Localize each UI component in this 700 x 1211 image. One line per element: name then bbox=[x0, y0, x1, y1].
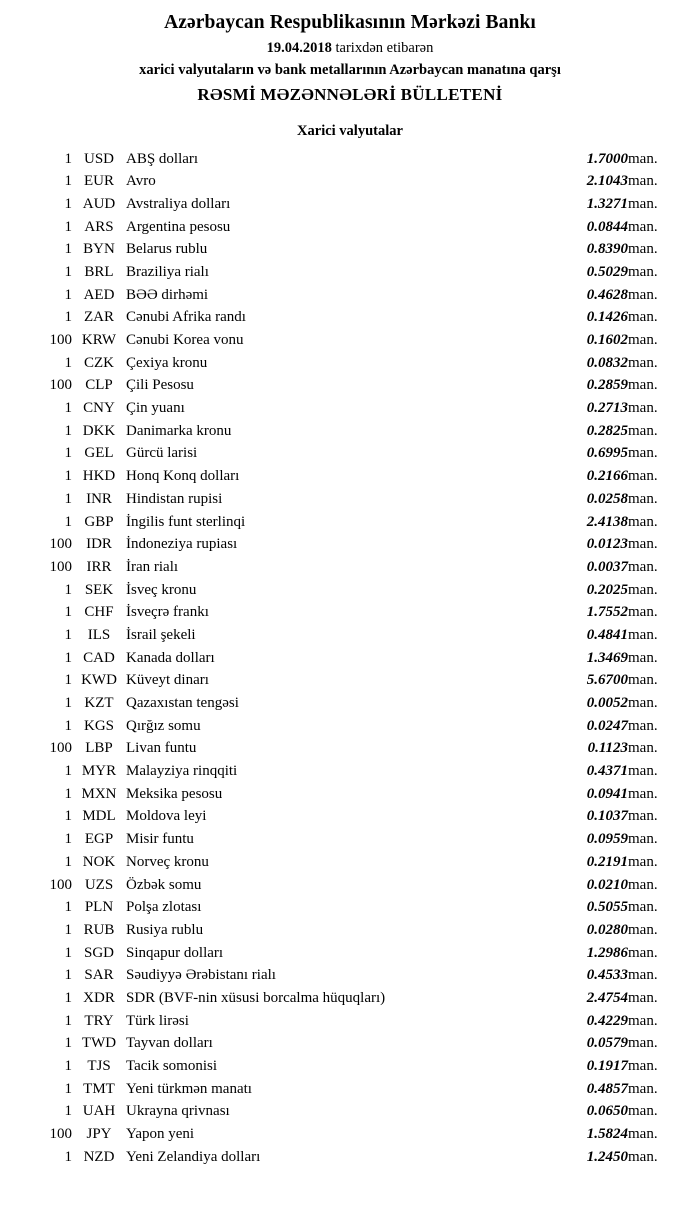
currency-rate: 0.4533 bbox=[586, 967, 628, 984]
currency-name: Braziliya rialı bbox=[126, 263, 209, 280]
currency-code: HKD bbox=[82, 468, 116, 485]
currency-code: UZS bbox=[84, 876, 114, 893]
table-row bbox=[20, 624, 680, 647]
currency-unit: man. bbox=[628, 354, 658, 371]
currency-quantity: 1 bbox=[64, 468, 72, 485]
table-row bbox=[20, 647, 680, 670]
currency-name: Kanada dolları bbox=[126, 649, 215, 666]
table-row bbox=[20, 443, 680, 466]
table-row bbox=[20, 738, 680, 761]
table-row bbox=[20, 1010, 680, 1033]
table-row bbox=[20, 284, 680, 307]
currency-unit: man. bbox=[628, 377, 658, 394]
currency-code: BRL bbox=[84, 263, 114, 280]
currency-name: SDR (BVF-nin xüsusi borcalma hüquqları) bbox=[126, 989, 386, 1006]
currency-rates-body bbox=[20, 148, 680, 1169]
currency-rate: 0.4371 bbox=[586, 763, 628, 780]
table-row bbox=[20, 1101, 680, 1124]
currency-code: CLP bbox=[85, 377, 113, 394]
currency-rate: 0.0258 bbox=[586, 490, 628, 507]
table-row bbox=[20, 965, 680, 988]
currency-quantity: 1 bbox=[64, 354, 72, 371]
currency-rate: 0.0037 bbox=[586, 558, 628, 575]
currency-unit: man. bbox=[628, 1148, 658, 1165]
table-row bbox=[20, 851, 680, 874]
currency-name: Danimarka kronu bbox=[126, 422, 232, 439]
currency-unit: man. bbox=[628, 286, 658, 303]
currency-code: SAR bbox=[84, 967, 114, 984]
currency-unit: man. bbox=[628, 513, 658, 530]
currency-name: Yeni Zelandiya dolları bbox=[126, 1148, 261, 1165]
table-row bbox=[20, 987, 680, 1010]
currency-rate: 0.4841 bbox=[586, 626, 628, 643]
currency-unit: man. bbox=[628, 1058, 658, 1074]
currency-unit: man. bbox=[628, 672, 658, 689]
currency-rate: 0.2859 bbox=[586, 377, 628, 394]
currency-quantity: 1 bbox=[64, 695, 72, 711]
currency-rate: 5.6700 bbox=[586, 672, 628, 689]
currency-code: PLN bbox=[84, 899, 114, 916]
currency-code: GEL bbox=[84, 445, 114, 462]
currency-code: NZD bbox=[83, 1148, 115, 1165]
currency-unit: man. bbox=[628, 400, 658, 417]
table-row bbox=[20, 602, 680, 625]
currency-name: Moldova leyi bbox=[126, 808, 207, 825]
table-row bbox=[20, 534, 680, 557]
currency-name: Çexiya kronu bbox=[126, 354, 208, 371]
table-row bbox=[20, 1124, 680, 1147]
currency-unit: man. bbox=[628, 195, 658, 212]
currency-rate: 0.0844 bbox=[586, 218, 628, 235]
currency-rate: 1.7000 bbox=[586, 150, 628, 167]
currency-code: AUD bbox=[82, 195, 116, 212]
currency-code: TJS bbox=[87, 1058, 111, 1074]
table-row bbox=[20, 670, 680, 693]
currency-code: CAD bbox=[83, 649, 115, 666]
currency-name: İran rialı bbox=[126, 558, 179, 575]
currency-code: CNY bbox=[83, 400, 115, 417]
currency-quantity: 1 bbox=[64, 400, 72, 417]
currency-rate: 0.0941 bbox=[586, 785, 628, 802]
currency-rate: 0.4628 bbox=[586, 286, 628, 303]
currency-unit: man. bbox=[628, 740, 658, 757]
currency-code: DKK bbox=[82, 422, 116, 439]
currency-code: KWD bbox=[81, 672, 117, 689]
table-row bbox=[20, 715, 680, 738]
table-row bbox=[20, 1056, 680, 1079]
currency-quantity: 1 bbox=[64, 195, 72, 212]
currency-rate: 1.2450 bbox=[586, 1148, 628, 1165]
currency-code: JPY bbox=[86, 1126, 112, 1143]
currency-quantity: 1 bbox=[64, 831, 72, 848]
currency-unit: man. bbox=[628, 899, 658, 916]
currency-name: Qırğız somu bbox=[126, 717, 201, 734]
effective-date: 19.04.2018 bbox=[266, 40, 332, 56]
currency-code: INR bbox=[86, 490, 112, 507]
table-row bbox=[20, 556, 680, 579]
currency-rate: 0.8390 bbox=[586, 241, 628, 258]
currency-name: İsveç kronu bbox=[126, 581, 197, 598]
currency-unit: man. bbox=[628, 468, 658, 485]
currency-unit: man. bbox=[628, 967, 658, 984]
currency-code: CHF bbox=[84, 604, 114, 621]
currency-name: Cənubi Korea vonu bbox=[126, 332, 244, 348]
currency-quantity: 1 bbox=[64, 808, 72, 825]
document-header bbox=[0, 12, 700, 105]
currency-rate: 0.2191 bbox=[586, 853, 628, 870]
currency-name: Norveç kronu bbox=[126, 853, 209, 870]
currency-code: AED bbox=[83, 286, 115, 303]
bulletin-title: RƏSMİ MƏZƏNNƏLƏRİ BÜLLETENİ bbox=[197, 85, 503, 104]
currency-code: SEK bbox=[84, 581, 114, 598]
table-row bbox=[20, 783, 680, 806]
table-row bbox=[20, 466, 680, 489]
currency-unit: man. bbox=[628, 1103, 658, 1120]
currency-quantity: 1 bbox=[64, 150, 72, 167]
effective-date-suffix: tarixdən etibarən bbox=[331, 40, 434, 56]
currency-code: EGP bbox=[84, 831, 114, 848]
currency-unit: man. bbox=[628, 831, 658, 848]
currency-name: İndoneziya rupiası bbox=[126, 536, 238, 553]
currency-name: Misir funtu bbox=[126, 831, 194, 848]
currency-unit: man. bbox=[628, 173, 658, 190]
currency-name: Ukrayna qrivnası bbox=[126, 1103, 230, 1120]
currency-code: NOK bbox=[82, 853, 116, 870]
currency-unit: man. bbox=[628, 309, 658, 326]
currency-code: SGD bbox=[83, 944, 114, 961]
currency-name: Cənubi Afrika randı bbox=[126, 309, 246, 326]
table-row bbox=[20, 375, 680, 398]
currency-name: Avro bbox=[126, 173, 156, 190]
currency-unit: man. bbox=[628, 445, 658, 462]
currency-rate: 2.1043 bbox=[586, 173, 628, 190]
currency-quantity: 1 bbox=[64, 513, 72, 530]
table-row bbox=[20, 511, 680, 534]
table-row bbox=[20, 897, 680, 920]
currency-name: Qazaxıstan tengəsi bbox=[126, 695, 239, 711]
currency-quantity: 100 bbox=[49, 1126, 72, 1143]
currency-quantity: 1 bbox=[64, 241, 72, 258]
currency-quantity: 1 bbox=[64, 1035, 72, 1052]
currency-rate: 0.2025 bbox=[586, 581, 628, 598]
currency-code: TWD bbox=[81, 1035, 117, 1052]
table-row bbox=[20, 761, 680, 784]
currency-rate: 0.2713 bbox=[586, 400, 628, 417]
currency-unit: man. bbox=[628, 263, 658, 280]
table-row bbox=[20, 806, 680, 829]
currency-unit: man. bbox=[628, 1035, 658, 1052]
currency-quantity: 1 bbox=[64, 899, 72, 916]
currency-quantity: 100 bbox=[49, 332, 72, 348]
currency-rate: 0.0052 bbox=[586, 695, 628, 711]
currency-rate: 0.5055 bbox=[586, 899, 628, 916]
currency-name: BƏƏ dirhəmi bbox=[126, 286, 209, 303]
table-row bbox=[20, 307, 680, 330]
currency-unit: man. bbox=[628, 150, 658, 167]
currency-code: USD bbox=[83, 150, 114, 167]
currency-rate: 0.6995 bbox=[586, 445, 628, 462]
currency-unit: man. bbox=[628, 876, 658, 893]
currency-unit: man. bbox=[628, 944, 658, 961]
currency-code: TRY bbox=[84, 1012, 114, 1029]
currency-quantity: 100 bbox=[49, 740, 72, 757]
currency-name: Yapon yeni bbox=[126, 1126, 195, 1143]
currency-quantity: 1 bbox=[64, 944, 72, 961]
currency-name: İngilis funt sterlinqi bbox=[126, 513, 246, 530]
currency-quantity: 1 bbox=[64, 445, 72, 462]
currency-code: KZT bbox=[84, 695, 114, 711]
currency-name: Honq Konq dolları bbox=[126, 468, 240, 485]
currency-unit: man. bbox=[628, 695, 658, 711]
currency-rate: 0.0210 bbox=[586, 876, 628, 893]
currency-quantity: 1 bbox=[64, 309, 72, 326]
currency-quantity: 1 bbox=[64, 604, 72, 621]
currency-quantity: 1 bbox=[64, 581, 72, 598]
currency-rate: 0.1917 bbox=[586, 1058, 628, 1074]
currency-rate: 0.1037 bbox=[586, 808, 628, 825]
currency-unit: man. bbox=[628, 989, 658, 1006]
currency-unit: man. bbox=[628, 649, 658, 666]
currency-rate: 0.0280 bbox=[586, 921, 628, 938]
currency-name: Belarus rublu bbox=[126, 241, 208, 258]
currency-name: Özbək somu bbox=[126, 876, 202, 893]
currency-unit: man. bbox=[628, 558, 658, 575]
currency-rate: 0.4229 bbox=[586, 1012, 628, 1029]
currency-code: KGS bbox=[83, 717, 114, 734]
table-row bbox=[20, 488, 680, 511]
currency-code: UAH bbox=[82, 1103, 116, 1120]
currency-name: İsveçrə frankı bbox=[126, 604, 209, 621]
currency-unit: man. bbox=[628, 1080, 658, 1097]
currency-name: Yeni türkmən manatı bbox=[126, 1080, 252, 1097]
currency-code: MDL bbox=[82, 808, 116, 825]
currency-code: KRW bbox=[81, 332, 117, 348]
currency-name: Küveyt dinarı bbox=[126, 672, 209, 689]
table-row bbox=[20, 239, 680, 262]
currency-code: ILS bbox=[87, 626, 111, 643]
currency-name: Səudiyyə Ərəbistanı rialı bbox=[126, 967, 276, 984]
currency-rate: 0.2825 bbox=[586, 422, 628, 439]
currency-rate: 0.5029 bbox=[586, 263, 628, 280]
table-row bbox=[20, 829, 680, 852]
currency-name: ABŞ dolları bbox=[126, 150, 199, 167]
currency-code: IRR bbox=[86, 558, 112, 575]
currency-quantity: 1 bbox=[64, 173, 72, 190]
currency-name: Meksika pesosu bbox=[126, 785, 223, 802]
currency-quantity: 1 bbox=[64, 1012, 72, 1029]
currency-name: Tayvan dolları bbox=[126, 1035, 213, 1052]
currency-code: EUR bbox=[84, 173, 114, 190]
currency-code: ZAR bbox=[84, 309, 114, 326]
currency-unit: man. bbox=[628, 808, 658, 825]
currency-quantity: 1 bbox=[64, 785, 72, 802]
currency-code: LBP bbox=[85, 740, 113, 757]
currency-unit: man. bbox=[628, 1012, 658, 1029]
currency-rate: 2.4754 bbox=[586, 989, 628, 1006]
currency-quantity: 1 bbox=[64, 1103, 72, 1120]
currency-rate: 1.5824 bbox=[586, 1126, 628, 1143]
currency-unit: man. bbox=[628, 853, 658, 870]
currency-quantity: 100 bbox=[49, 876, 72, 893]
currency-unit: man. bbox=[628, 241, 658, 258]
currency-name: Malayziya rinqqiti bbox=[126, 763, 238, 780]
bank-title: Azərbaycan Respublikasının Mərkəzi Bankı bbox=[164, 12, 536, 33]
currency-name: İsrail şekeli bbox=[126, 626, 196, 643]
currency-rate: 1.3271 bbox=[586, 195, 628, 212]
currency-quantity: 1 bbox=[64, 1148, 72, 1165]
table-row bbox=[20, 874, 680, 897]
currency-rate: 0.0650 bbox=[586, 1103, 628, 1120]
currency-unit: man. bbox=[628, 717, 658, 734]
currency-unit: man. bbox=[628, 332, 658, 348]
currency-unit: man. bbox=[628, 490, 658, 507]
table-row bbox=[20, 352, 680, 375]
currency-quantity: 1 bbox=[64, 1058, 72, 1074]
table-row bbox=[20, 919, 680, 942]
currency-quantity: 1 bbox=[64, 218, 72, 235]
currency-name: Livan funtu bbox=[126, 740, 197, 757]
table-row bbox=[20, 693, 680, 716]
table-row bbox=[20, 193, 680, 216]
currency-quantity: 1 bbox=[64, 263, 72, 280]
currency-name: Tacik somonisi bbox=[126, 1058, 218, 1074]
currency-name: Gürcü larisi bbox=[126, 445, 198, 462]
currency-unit: man. bbox=[628, 536, 658, 553]
currency-quantity: 1 bbox=[64, 853, 72, 870]
currency-rate: 0.2166 bbox=[586, 468, 628, 485]
currency-quantity: 1 bbox=[64, 763, 72, 780]
currency-quantity: 1 bbox=[64, 717, 72, 734]
currency-code: TMT bbox=[83, 1080, 115, 1097]
currency-rate: 0.0959 bbox=[586, 831, 628, 848]
table-row bbox=[20, 942, 680, 965]
currency-unit: man. bbox=[628, 785, 658, 802]
currency-quantity: 100 bbox=[49, 536, 72, 553]
currency-rate: 1.7552 bbox=[586, 604, 628, 621]
currency-quantity: 1 bbox=[64, 1080, 72, 1097]
currency-quantity: 1 bbox=[64, 921, 72, 938]
currency-rate: 1.3469 bbox=[586, 649, 628, 666]
currency-rates-table bbox=[20, 148, 680, 1169]
currency-rate: 0.0832 bbox=[586, 354, 628, 371]
currency-code: GBP bbox=[84, 513, 114, 530]
table-row bbox=[20, 579, 680, 602]
table-row bbox=[20, 171, 680, 194]
currency-unit: man. bbox=[628, 763, 658, 780]
table-row bbox=[20, 261, 680, 284]
currency-rate: 1.2986 bbox=[586, 944, 628, 961]
currency-code: ARS bbox=[84, 218, 114, 235]
currency-quantity: 100 bbox=[49, 558, 72, 575]
currency-quantity: 100 bbox=[49, 377, 72, 394]
currency-unit: man. bbox=[628, 604, 658, 621]
table-row bbox=[20, 420, 680, 443]
currency-unit: man. bbox=[628, 581, 658, 598]
document-subtitle: xarici valyutaların və bank metallarının Azərbaycan manatına qarşı bbox=[139, 62, 561, 78]
currency-name: Argentina pesosu bbox=[126, 218, 231, 235]
effective-date-line bbox=[0, 40, 700, 57]
table-row bbox=[20, 1033, 680, 1056]
currency-rate: 2.4138 bbox=[586, 513, 628, 530]
currency-code: IDR bbox=[86, 536, 112, 553]
table-row bbox=[20, 1078, 680, 1101]
currency-quantity: 1 bbox=[64, 672, 72, 689]
currency-rate: 0.0247 bbox=[586, 717, 628, 734]
currency-quantity: 1 bbox=[64, 422, 72, 439]
currency-code: RUB bbox=[83, 921, 115, 938]
currency-rate: 0.0579 bbox=[586, 1035, 628, 1052]
currency-name: Çin yuanı bbox=[126, 400, 185, 417]
currency-name: Avstraliya dolları bbox=[126, 195, 231, 212]
table-row bbox=[20, 216, 680, 239]
currency-quantity: 1 bbox=[64, 286, 72, 303]
currency-code: CZK bbox=[84, 354, 114, 371]
table-row bbox=[20, 1146, 680, 1169]
currency-rate: 0.1426 bbox=[586, 309, 628, 326]
currency-quantity: 1 bbox=[64, 626, 72, 643]
currency-rate: 0.4857 bbox=[586, 1080, 628, 1097]
currency-code: XDR bbox=[83, 989, 115, 1006]
table-row bbox=[20, 330, 680, 353]
currency-quantity: 1 bbox=[64, 967, 72, 984]
currency-name: Çili Pesosu bbox=[126, 377, 194, 394]
currency-unit: man. bbox=[628, 626, 658, 643]
currency-quantity: 1 bbox=[64, 989, 72, 1006]
table-row bbox=[20, 148, 680, 171]
table-row bbox=[20, 398, 680, 421]
currency-unit: man. bbox=[628, 1126, 658, 1143]
currency-name: Sinqapur dolları bbox=[126, 944, 224, 961]
currency-name: Türk lirəsi bbox=[126, 1012, 189, 1029]
currency-name: Rusiya rublu bbox=[126, 921, 204, 938]
currency-name: Hindistan rupisi bbox=[126, 490, 223, 507]
section-title: Xarici valyutalar bbox=[297, 123, 403, 139]
currency-rate: 0.1602 bbox=[586, 332, 628, 348]
currency-unit: man. bbox=[628, 218, 658, 235]
currency-rate: 0.1123 bbox=[587, 740, 628, 757]
currency-code: MYR bbox=[81, 763, 117, 780]
currency-rate: 0.0123 bbox=[586, 536, 628, 553]
currency-unit: man. bbox=[628, 921, 658, 938]
currency-name: Polşa zlotası bbox=[126, 899, 202, 916]
currency-unit: man. bbox=[628, 422, 658, 439]
currency-code: BYN bbox=[83, 241, 115, 258]
currency-quantity: 1 bbox=[64, 649, 72, 666]
currency-quantity: 1 bbox=[64, 490, 72, 507]
currency-code: MXN bbox=[81, 785, 117, 802]
